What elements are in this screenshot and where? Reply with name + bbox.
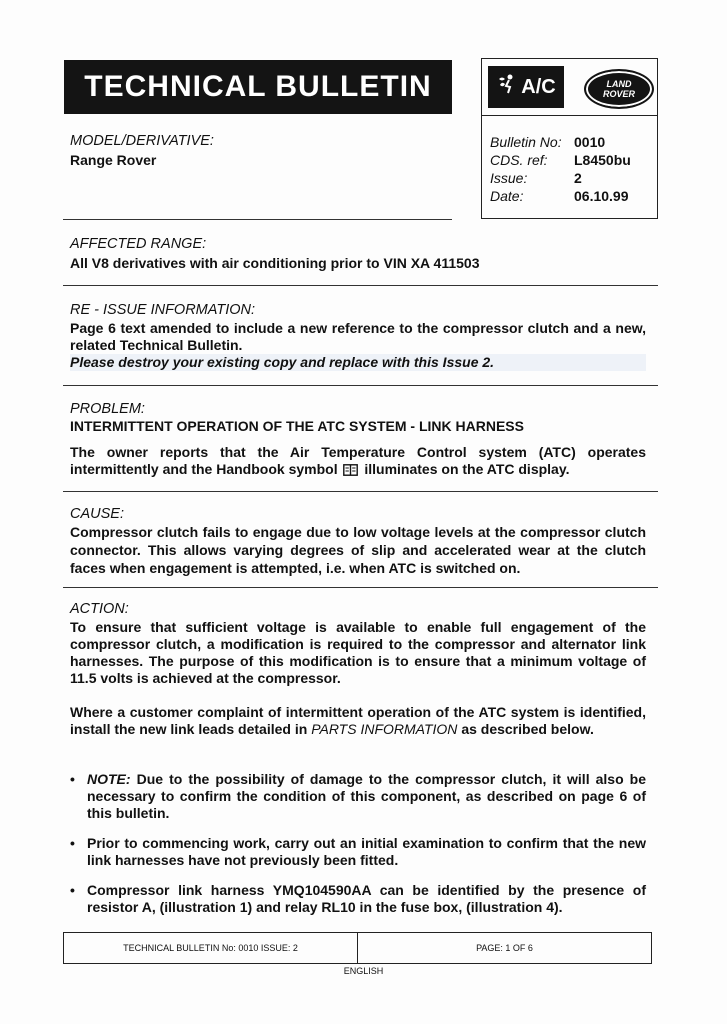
reissue-instruction: Please destroy your existing copy and replace with this Issue 2. [70, 354, 646, 371]
parts-information-ref: PARTS INFORMATION [311, 721, 458, 737]
info-row-date: Date: 06.10.99 [490, 188, 629, 204]
action-label: ACTION: [70, 601, 129, 617]
bulletin-title: TECHNICAL BULLETIN [64, 60, 452, 114]
footer-language: ENGLISH [343, 966, 384, 976]
info-row-cds-ref: CDS. ref: L8450bu [490, 152, 631, 168]
divider [63, 385, 658, 386]
land-rover-logo: LAND ROVER [584, 69, 654, 109]
handbook-icon [343, 463, 358, 480]
divider [63, 587, 658, 588]
info-row-bulletin-no: Bulletin No: 0010 [490, 134, 606, 150]
action-bullets [70, 771, 646, 929]
reissue-text: Page 6 text amended to include a new reference to the compressor clutch and a new, related Technical Bulletin. [70, 320, 646, 353]
cause-label: CAUSE: [70, 506, 124, 522]
problem-text: The owner reports that the Air Temperature Control system (ATC) operates intermittently and the Handbook symbol illuminates on the ATC display. [70, 444, 646, 480]
list-item: • Compressor link harness YMQ104590AA can be identified by the presence of resistor A, (illustration 1) and relay RL10 in the fuse box, (illustration 4). [70, 882, 646, 916]
action-para1: To ensure that sufficient voltage is available to enable full engagement of the compressor clutch, a modification is required to the compressor and alternator link harnesses. The purpose of this modification is to ensure that a minimum voltage of 11.5 volts is achieved at the compressor. [70, 619, 646, 686]
fan-person-icon [496, 73, 518, 101]
divider [63, 491, 658, 492]
footer-bulletin-ref: TECHNICAL BULLETIN No: 0010 ISSUE: 2 [123, 943, 298, 953]
reissue-label: RE - ISSUE INFORMATION: [70, 302, 256, 318]
ac-label: A/C [521, 75, 556, 98]
problem-label: PROBLEM: [70, 401, 145, 417]
bulletin-info-box [481, 115, 658, 219]
divider [63, 285, 658, 286]
footer-box [63, 932, 652, 964]
cause-text: Compressor clutch fails to engage due to low voltage levels at the compressor clutch connector. This allows varying degrees of slip and accelerated wear at the clutch faces when engagement is attempted, i.e. when ATC is switched on. [70, 524, 646, 576]
info-row-issue: Issue: 2 [490, 170, 582, 186]
model-value: Range Rover [70, 152, 157, 168]
list-item: • Prior to commencing work, carry out an initial examination to confirm that the new link harnesses have not previously been fitted. [70, 835, 646, 869]
ac-badge [488, 66, 564, 108]
list-item: • NOTE: Due to the possibility of damage to the compressor clutch, it will also be necessary to confirm the condition of this component, as described on page 6 of this bulletin. [70, 771, 646, 822]
model-label: MODEL/DERIVATIVE: [70, 133, 214, 149]
divider [63, 219, 452, 220]
action-para2: Where a customer complaint of intermittent operation of the ATC system is identified, install the new link leads detailed in PARTS INFORMATION as described below. [70, 704, 646, 737]
affected-range-label: AFFECTED RANGE: [70, 236, 207, 252]
problem-heading: INTERMITTENT OPERATION OF THE ATC SYSTEM - LINK HARNESS [70, 418, 524, 434]
logo-box [481, 58, 658, 116]
footer-page-number: PAGE: 1 OF 6 [357, 933, 651, 963]
affected-range-text: All V8 derivatives with air conditioning prior to VIN XA 411503 [70, 255, 480, 271]
